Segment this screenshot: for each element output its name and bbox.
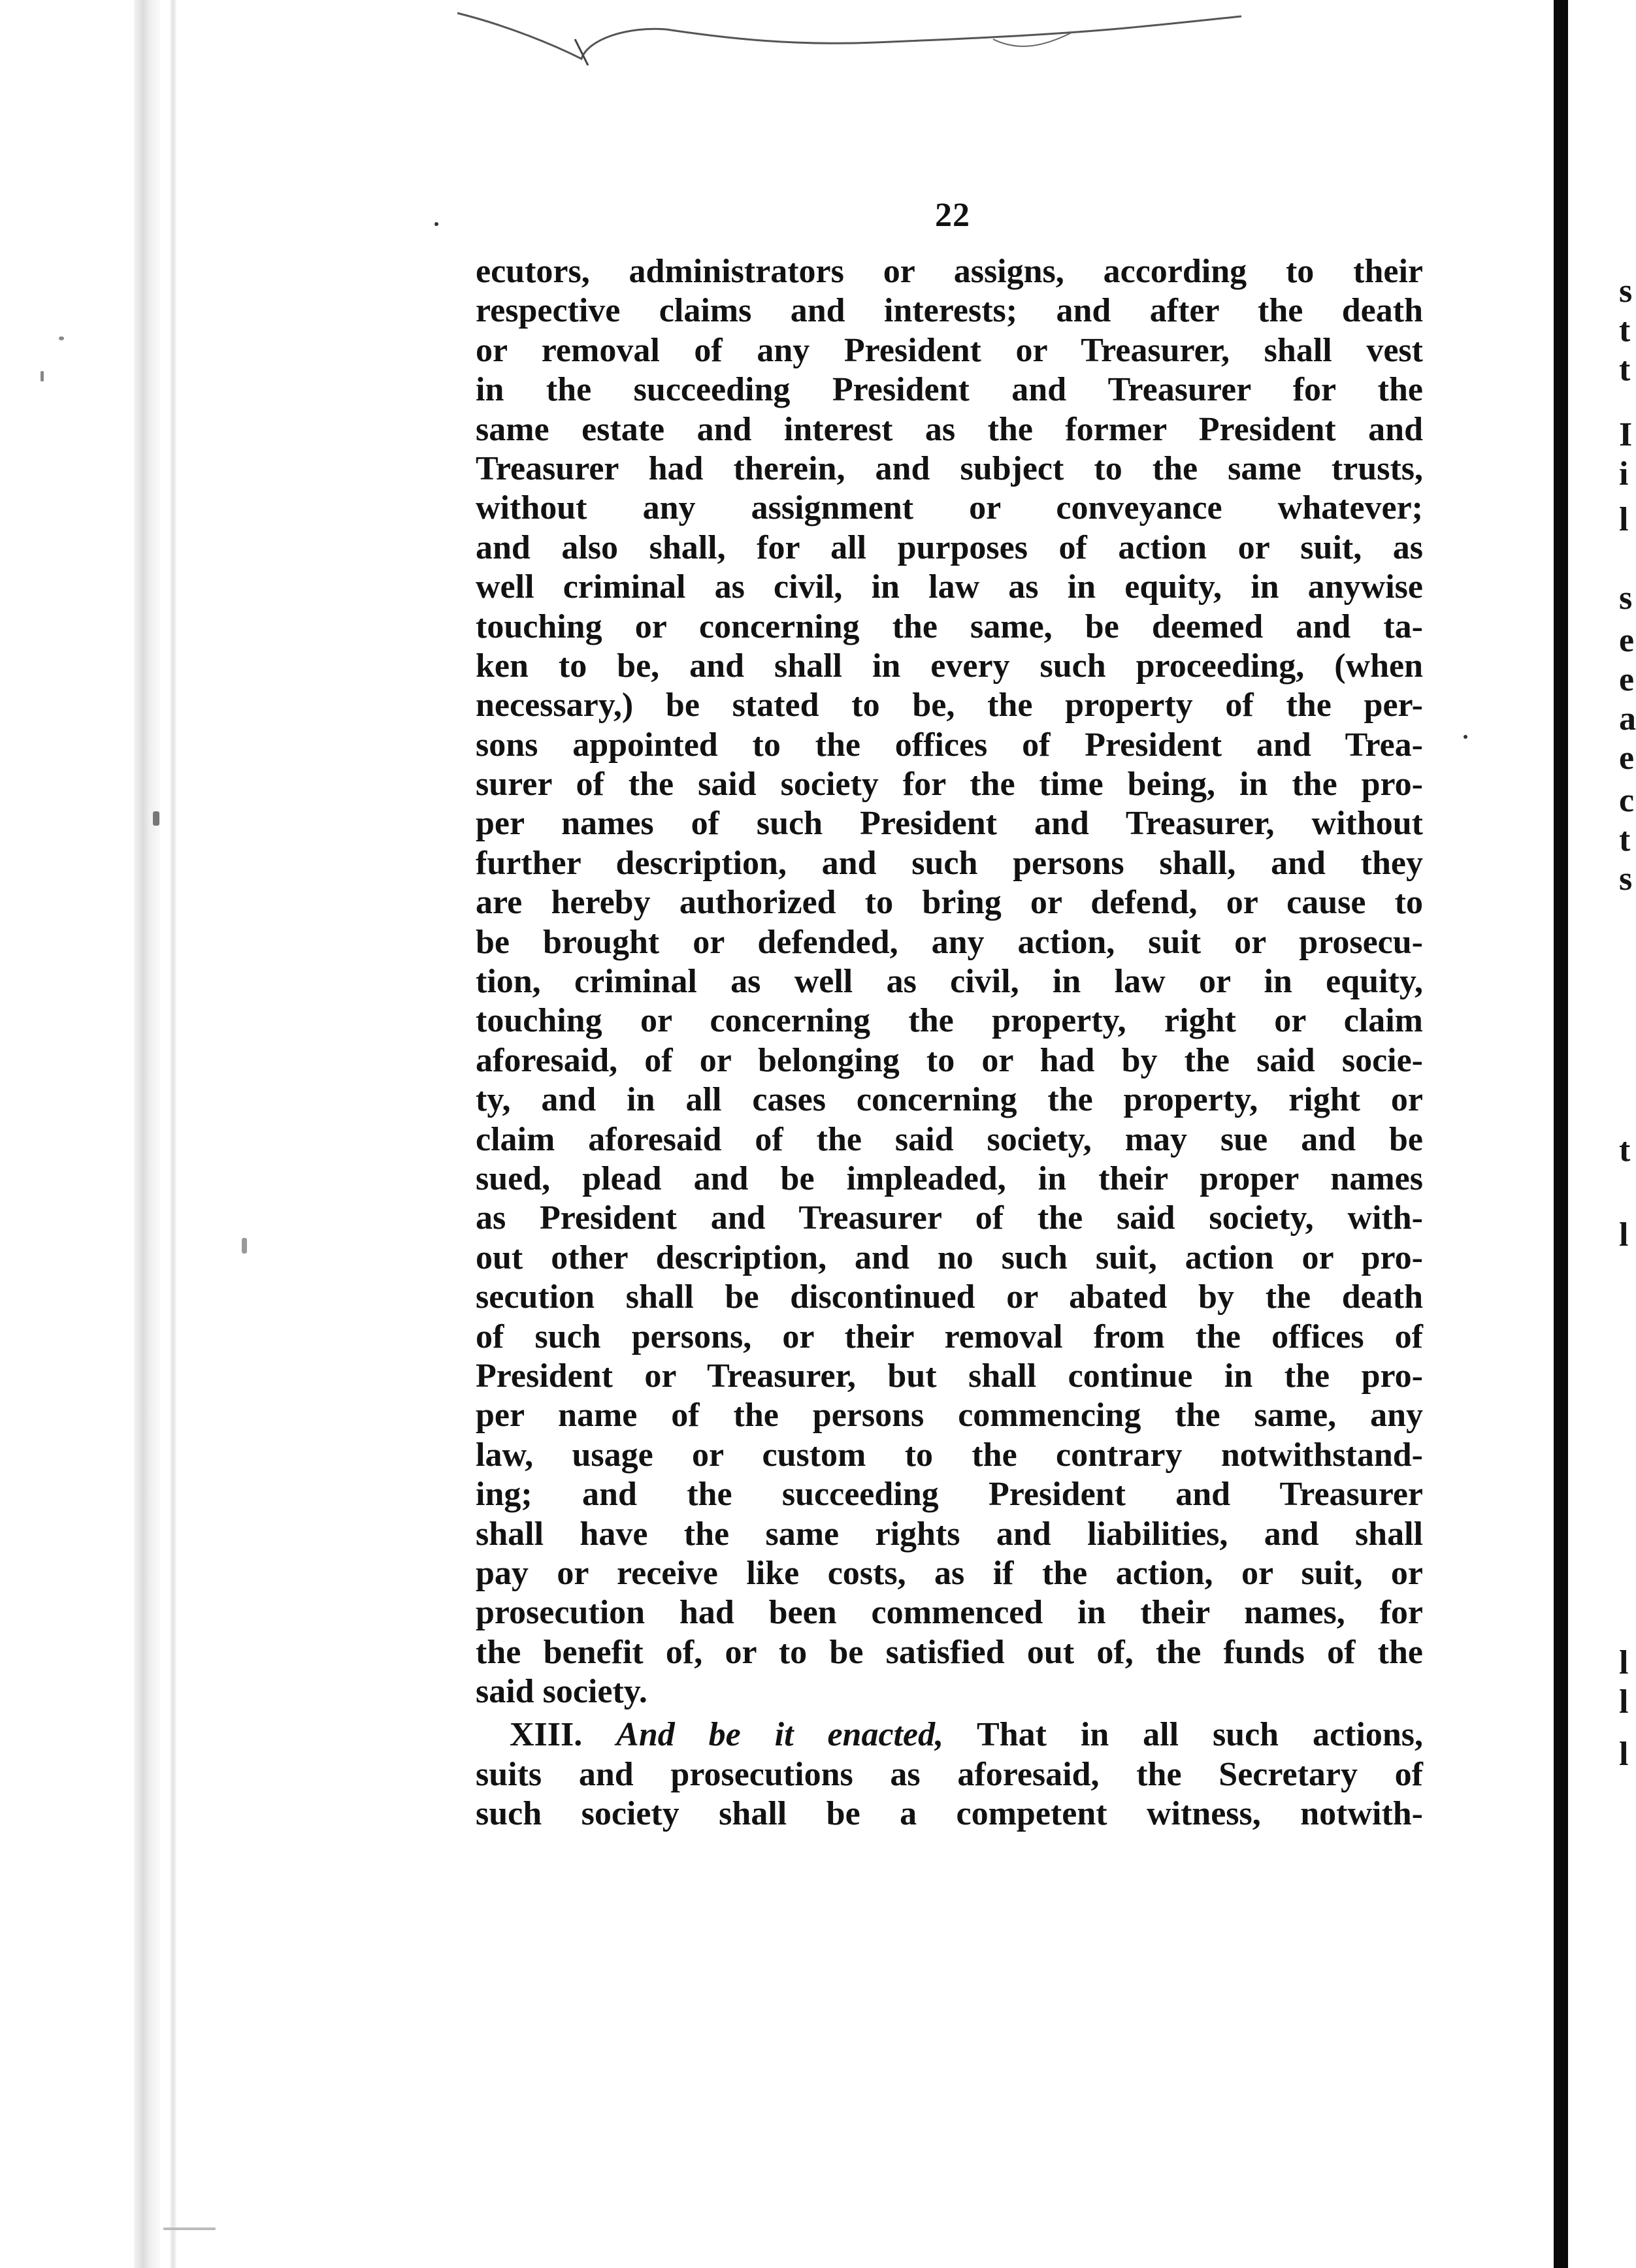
binding-gutter-line (170, 0, 176, 2268)
text-line: further description, and such persons shall, and they (476, 844, 1423, 882)
text-line: Treasurer had therein, and subject to the same trusts, (476, 449, 1423, 487)
adjacent-page-fragment: a (1619, 700, 1636, 737)
adjacent-page-fragment: l (1619, 1736, 1629, 1773)
text-line: in the succeeding President and Treasurer for the (476, 371, 1423, 409)
adjacent-page-fragment: l (1619, 1683, 1629, 1721)
paragraph-1 (476, 252, 1423, 1711)
adjacent-page-fragment: s (1619, 860, 1633, 898)
text-line: prosecution had been commenced in their names, for (476, 1594, 1423, 1632)
adjacent-page-fragment: c (1619, 782, 1635, 819)
text-line: ing; and the succeeding President and Treasurer (476, 1476, 1423, 1514)
section-number: XIII. (510, 1716, 583, 1754)
text-line: surer of the said society for the time being, in the pro- (476, 766, 1423, 803)
scan-speck (242, 1238, 247, 1254)
text-line: without any assignment or conveyance whatever; (476, 489, 1423, 527)
adjacent-page-fragment: e (1619, 622, 1635, 659)
text-line: touching or concerning the property, right or claim (476, 1002, 1423, 1040)
text-line: suits and prosecutions as aforesaid, the Secretary of (476, 1755, 1423, 1793)
text-line: sued, plead and be impleaded, in their proper names (476, 1159, 1423, 1197)
scan-speck (163, 2228, 216, 2230)
scan-speck (153, 811, 159, 826)
text-line: per name of the persons commencing the same, any (476, 1397, 1423, 1434)
scan-speck (59, 336, 64, 340)
text-line: President or Treasurer, but shall continue in the pro- (476, 1357, 1423, 1395)
text-line: pay or receive like costs, as if the action, or suit, or (476, 1554, 1423, 1592)
text-line: claim aforesaid of the said society, may sue and be (476, 1120, 1423, 1158)
enacting-clause: And be it enacted, (616, 1716, 944, 1754)
adjacent-page-fragment: e (1619, 739, 1635, 777)
adjacent-page-fragment: l (1619, 1216, 1629, 1254)
page-number: 22 (935, 197, 970, 234)
torn-top-edge (457, 0, 1241, 72)
text-line: out other description, and no such suit, action or pro- (476, 1239, 1423, 1276)
scan-speck (1464, 735, 1467, 739)
text-line: such society shall be a competent witness, notwith- (476, 1795, 1423, 1833)
text-line: said society. (476, 1673, 647, 1711)
adjacent-page-fragment: e (1619, 661, 1635, 698)
text-line: and also shall, for all purposes of action or suit, as (476, 528, 1423, 566)
text-line: as President and Treasurer of the said society, with- (476, 1199, 1423, 1237)
section-first-line (476, 1715, 1423, 1755)
text-line: of such persons, or their removal from the offices of (476, 1318, 1423, 1355)
adjacent-page-fragment: l (1619, 1644, 1629, 1681)
text-line: per names of such President and Treasurer, without (476, 805, 1423, 843)
text-line: ty, and in all cases concerning the property, right or (476, 1081, 1423, 1119)
text-line: tion, criminal as well as civil, in law or in equity, (476, 963, 1423, 1001)
text-line: ecutors, administrators or assigns, according to their (476, 253, 1423, 290)
text-line: be brought or defended, any action, suit or prosecu- (476, 923, 1423, 961)
binding-gutter (134, 0, 160, 2268)
text-line: shall have the same rights and liabilities, and shall (476, 1515, 1423, 1553)
adjacent-page-fragment: t (1619, 351, 1631, 388)
scanner-border (1554, 0, 1568, 2268)
text-line: touching or concerning the same, be deemed and ta- (476, 608, 1423, 645)
adjacent-page-fragment: s (1619, 272, 1633, 310)
adjacent-page-fragment: l (1619, 501, 1629, 538)
text-line: aforesaid, of or belonging to or had by the said socie- (476, 1041, 1423, 1079)
text-line: or removal of any President or Treasurer, shall vest (476, 331, 1423, 369)
text-line: respective claims and interests; and after the death (476, 292, 1423, 330)
text-line: are hereby authorized to bring or defend, or cause to (476, 884, 1423, 922)
text-line: sons appointed to the offices of President and Trea- (476, 726, 1423, 764)
text-line: law, usage or custom to the contrary notwithstand- (476, 1436, 1423, 1474)
text-line: the benefit of, or to be satisfied out of, the funds of the (476, 1633, 1423, 1671)
adjacent-page-fragment: s (1619, 579, 1633, 617)
adjacent-page-fragment: I (1619, 416, 1633, 453)
text-line: secution shall be discontinued or abated by the death (476, 1278, 1423, 1316)
scan-speck (434, 222, 438, 226)
text-line: well criminal as civil, in law as in equity, in anywise (476, 568, 1423, 606)
section-first-line-text: That in all such actions, (977, 1716, 1424, 1754)
adjacent-page-fragment: t (1619, 821, 1631, 858)
adjacent-page-fragment: i (1619, 455, 1629, 493)
body-text (476, 252, 1423, 1834)
paragraph-2 (476, 1715, 1423, 1834)
adjacent-page-fragment: t (1619, 1131, 1631, 1169)
adjacent-page-edge (1568, 0, 1636, 2268)
text-line: necessary,) be stated to be, the property of the per- (476, 687, 1423, 724)
text-line: ken to be, and shall in every such proceeding, (when (476, 647, 1423, 685)
adjacent-page-fragment: t (1619, 312, 1631, 349)
text-line: same estate and interest as the former President and (476, 410, 1423, 448)
scan-speck (41, 371, 44, 381)
